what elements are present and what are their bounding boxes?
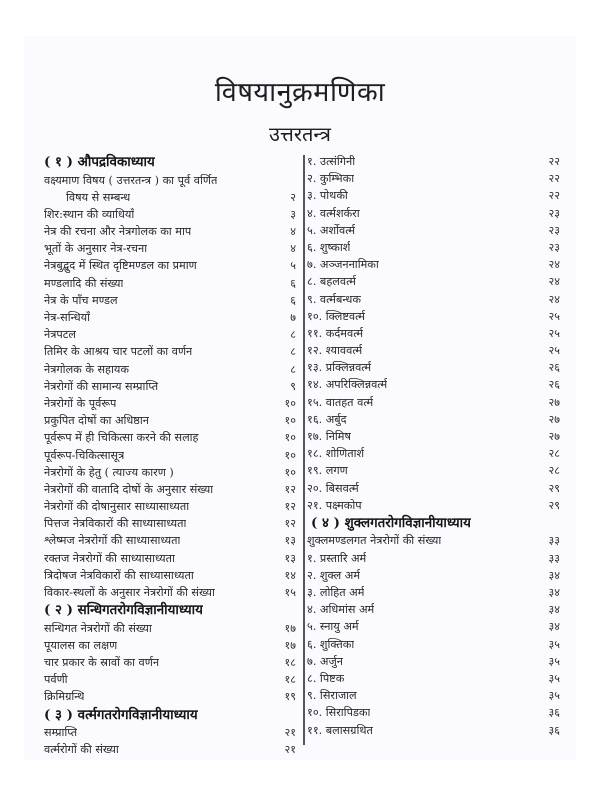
- toc-entry-title: प्रकुपित दोषों का अधिष्ठान: [44, 414, 149, 428]
- toc-entry: [44, 429, 298, 446]
- toc-entry: [307, 584, 562, 601]
- toc-entry: [307, 550, 562, 567]
- toc-entry: [307, 308, 562, 325]
- toc-entry-page-number: ३५: [548, 637, 560, 651]
- toc-entry: [307, 445, 562, 462]
- toc-entry: [44, 309, 298, 326]
- toc-entry: [44, 481, 298, 498]
- toc-entry-page-number: २८: [548, 447, 560, 461]
- column-divider: [303, 155, 305, 745]
- toc-entry-title: भूतों के अनुसार नेत्र-रचना: [44, 242, 148, 256]
- toc-entry-title: नेत्ररोगों के पूर्वरूप: [44, 396, 117, 410]
- toc-entry-title: विषय से सम्बन्ध: [66, 190, 131, 204]
- toc-entry-title: ७. अञ्जननामिका: [307, 258, 379, 272]
- toc-entry: [307, 239, 562, 256]
- toc-entry-title: पूर्वरूप में ही चिकित्सा करने की सलाह: [44, 431, 199, 445]
- toc-entry: [307, 394, 562, 411]
- toc-entry-page-number: २७: [548, 412, 560, 426]
- toc-entry: [44, 637, 298, 654]
- toc-entry-title: १. उत्संगिनी: [307, 155, 356, 168]
- toc-entry: [307, 376, 562, 393]
- toc-entry-title: ३. पोथकी: [307, 189, 348, 203]
- toc-entry: [44, 206, 298, 223]
- page-title: विषयानुक्रमणिका: [214, 77, 386, 108]
- toc-entry: [44, 532, 298, 549]
- toc-entry: [307, 462, 562, 479]
- toc-entry-title: विकार-स्थलों के अनुसार नेत्ररोगों की संख्या: [44, 586, 215, 599]
- toc-entry-page-number: ३४: [548, 586, 560, 599]
- toc-entry-page-number: ४: [290, 225, 296, 239]
- toc-entry-page-number: ३३: [548, 551, 560, 565]
- toc-entry-title: नेत्र की रचना और नेत्रगोलक का माप: [44, 225, 192, 239]
- toc-entry-title: ८. पिष्टक: [307, 671, 345, 685]
- chapter-heading: [44, 706, 298, 725]
- toc-entry-title: नेत्ररोगों की वातादि दोषों के अनुसार संख्या: [44, 482, 214, 496]
- toc-entry: [44, 326, 298, 343]
- toc-entry-page-number: ३५: [548, 654, 560, 668]
- toc-entry: [307, 153, 562, 170]
- toc-entry: [307, 653, 562, 670]
- toc-entry-title: २१. पक्ष्मकोप: [307, 498, 362, 512]
- toc-entry-title: १२. श्याववर्त्म: [307, 344, 363, 358]
- toc-entry-page-number: ३३: [548, 534, 560, 548]
- toc-entry-title: ७. अर्जुन: [307, 654, 343, 668]
- toc-entry-title: १६. अर्बुद: [307, 412, 347, 426]
- toc-entry-page-number: ८: [290, 328, 296, 342]
- toc-entry-title: १९. लगण: [307, 464, 348, 478]
- toc-entry-page-number: ६: [290, 276, 296, 290]
- chapter-heading: [307, 514, 562, 533]
- toc-entry: [44, 361, 298, 378]
- toc-entry-title: वर्त्मरोगों की संख्या: [44, 743, 119, 757]
- toc-entry-page-number: २१: [284, 726, 296, 740]
- toc-entry-title: शिर:स्थान की व्याधियाँ: [44, 207, 135, 221]
- toc-entry-title: ६. शुक्तिका: [307, 637, 355, 651]
- chapter-heading: [44, 153, 298, 172]
- toc-entry-page-number: ५: [290, 259, 296, 273]
- toc-entry: [44, 275, 298, 292]
- toc-entry-page-number: ३६: [548, 723, 560, 737]
- toc-entry-title: ( १ ) औपद्रविकाध्याय: [44, 154, 155, 170]
- toc-entry-page-number: ३५: [548, 671, 560, 685]
- toc-entry-title: २. कुम्भिका: [307, 172, 355, 186]
- toc-entry-title: क्रिमिग्रन्थि: [44, 690, 85, 704]
- toc-entry-page-number: २२: [548, 155, 560, 168]
- toc-entry: [307, 428, 562, 445]
- toc-right-column: [307, 153, 562, 739]
- section-subtitle: उत्तरतन्त्र: [269, 122, 331, 146]
- toc-entry: [307, 342, 562, 359]
- toc-entry: [44, 688, 298, 705]
- toc-entry-page-number: १०: [284, 448, 296, 462]
- toc-entry-page-number: २५: [548, 344, 560, 358]
- toc-entry-page-number: २५: [548, 309, 560, 323]
- toc-entry-title: ९. वर्त्मबन्धक: [307, 292, 361, 306]
- toc-entry-page-number: ४: [290, 242, 296, 256]
- toc-entry-title: ६. शुष्कार्श: [307, 240, 351, 254]
- toc-entry-page-number: २: [290, 190, 296, 204]
- toc-entry-page-number: १२: [284, 517, 296, 531]
- toc-entry: [307, 480, 562, 497]
- toc-entry-page-number: १८: [284, 673, 296, 687]
- toc-entry-page-number: ६: [290, 293, 296, 307]
- toc-entry: [307, 359, 562, 376]
- toc-entry-title: पर्वणी: [44, 673, 68, 687]
- toc-entry: [307, 291, 562, 308]
- toc-entry-page-number: १४: [284, 568, 296, 582]
- toc-entry-title: १०. क्लिष्टवर्त्म: [307, 309, 365, 323]
- toc-entry: [44, 620, 298, 637]
- toc-entry: [44, 189, 298, 206]
- toc-entry: [307, 722, 562, 739]
- toc-entry-title: सम्प्राप्ति: [44, 726, 78, 740]
- toc-entry-title: ११. बलासग्रथित: [307, 723, 373, 737]
- toc-entry: [44, 567, 298, 584]
- toc-entry: [307, 205, 562, 222]
- toc-entry-title: नेत्ररोगों की सामान्य सम्प्राप्ति: [44, 379, 159, 393]
- toc-entry-title: रक्तज नेत्ररोगों की साध्यासाध्यता: [44, 551, 175, 565]
- toc-entry-title: १४. अपरिक्लिन्नवर्त्म: [307, 378, 388, 392]
- toc-entry: [44, 343, 298, 360]
- toc-entry-page-number: २२: [548, 172, 560, 186]
- toc-entry: [44, 172, 298, 189]
- toc-entry: [307, 532, 562, 549]
- toc-entry: [44, 584, 298, 601]
- toc-entry: [307, 256, 562, 273]
- toc-entry: [44, 257, 298, 274]
- toc-entry-title: मण्डलादि की संख्या: [44, 276, 124, 290]
- toc-entry-title: त्रिदोषज नेत्रविकारों की साध्यासाध्यता: [44, 568, 194, 582]
- toc-entry-title: ११. कर्दमवर्त्म: [307, 326, 364, 340]
- toc-entry-title: १०. सिरापिडका: [307, 706, 371, 720]
- toc-entry-page-number: ३४: [548, 620, 560, 634]
- toc-entry: [44, 724, 298, 741]
- toc-entry-title: श्लेष्मज नेत्ररोगों की साध्यासाध्यता: [44, 534, 181, 548]
- toc-entry: [44, 671, 298, 688]
- toc-entry: [44, 378, 298, 395]
- toc-entry-title: वक्ष्यमाण विषय ( उत्तरतन्त्र ) का पूर्व वर्णित: [44, 173, 218, 187]
- toc-entry: [44, 464, 298, 481]
- toc-entry-page-number: ३: [290, 207, 296, 221]
- toc-entry-page-number: २८: [548, 464, 560, 478]
- toc-entry: [307, 170, 562, 187]
- toc-entry-page-number: २३: [548, 223, 560, 237]
- toc-entry-page-number: ३४: [548, 603, 560, 617]
- toc-entry-page-number: १०: [284, 465, 296, 479]
- toc-entry: [44, 515, 298, 532]
- toc-entry-title: ५. स्नायु अर्म: [307, 620, 359, 634]
- toc-entry: [44, 240, 298, 257]
- toc-entry: [307, 497, 562, 514]
- toc-entry-title: ४. अधिमांस अर्म: [307, 603, 375, 617]
- toc-entry-title: चार प्रकार के स्रावों का वर्णन: [44, 656, 160, 670]
- toc-left-column: [44, 153, 298, 759]
- toc-entry: [44, 741, 298, 758]
- toc-entry-title: १७. निमिष: [307, 430, 351, 443]
- toc-entry-page-number: २३: [548, 206, 560, 220]
- toc-entry-page-number: २४: [548, 275, 560, 289]
- toc-entry: [307, 670, 562, 687]
- toc-entry-page-number: १२: [284, 482, 296, 496]
- toc-entry: [307, 273, 562, 290]
- toc-entry: [307, 567, 562, 584]
- toc-entry-page-number: २२: [548, 189, 560, 203]
- toc-entry: [307, 601, 562, 618]
- toc-entry-page-number: २४: [548, 258, 560, 272]
- toc-entry-title: २०. बिसवर्त्म: [307, 481, 359, 495]
- toc-entry-title: ९. सिराजाल: [307, 689, 357, 703]
- toc-entry-title: नेत्ररोगों के हेतु ( त्याज्य कारण ): [44, 465, 174, 479]
- toc-entry-page-number: २५: [548, 326, 560, 340]
- toc-entry-title: पूर्वरूप-चिकित्सासूत्र: [44, 448, 125, 462]
- toc-entry: [44, 654, 298, 671]
- book-page: [24, 36, 576, 760]
- toc-entry-title: पूयालस का लक्षण: [44, 638, 118, 652]
- toc-entry-title: सन्धिगत नेत्ररोगों की संख्या: [44, 621, 152, 635]
- toc-entry: [307, 618, 562, 635]
- toc-entry: [44, 412, 298, 429]
- toc-entry-title: नेत्रबुद्बुद में स्थित दृष्टिमण्डल का प्रमाण: [44, 259, 197, 273]
- toc-entry-page-number: १८: [284, 656, 296, 670]
- toc-entry-title: ५. अर्शोवर्त्म: [307, 223, 356, 237]
- toc-entry: [307, 704, 562, 721]
- toc-entry-page-number: १०: [284, 396, 296, 410]
- toc-entry-page-number: ७: [290, 311, 296, 324]
- toc-entry: [307, 187, 562, 204]
- toc-entry-page-number: ३४: [548, 568, 560, 582]
- toc-entry-page-number: २७: [548, 430, 560, 443]
- toc-entry-title: १८. शोणितार्श: [307, 447, 365, 461]
- toc-entry-title: शुक्लमण्डलगत नेत्ररोगों की संख्या: [307, 534, 442, 548]
- toc-entry: [44, 292, 298, 309]
- toc-entry-title: नेत्रगोलक के सहायक: [44, 362, 129, 376]
- toc-entry-page-number: २४: [548, 292, 560, 306]
- toc-entry: [44, 395, 298, 412]
- toc-entry: [44, 223, 298, 240]
- toc-entry: [307, 411, 562, 428]
- toc-entry-title: १. प्रस्तारि अर्म: [307, 551, 367, 565]
- chapter-heading: [44, 601, 298, 620]
- toc-entry: [307, 222, 562, 239]
- toc-entry: [44, 550, 298, 567]
- toc-entry-title: २. शुक्ल अर्म: [307, 568, 361, 582]
- toc-entry-page-number: ८: [290, 362, 296, 376]
- toc-entry-page-number: १०: [284, 431, 296, 445]
- toc-entry-page-number: १३: [284, 534, 296, 548]
- toc-entry-page-number: २३: [548, 240, 560, 254]
- toc-entry-page-number: २६: [548, 378, 560, 392]
- toc-entry-page-number: १७: [284, 638, 296, 652]
- toc-entry-page-number: १३: [284, 551, 296, 565]
- toc-entry-page-number: २९: [548, 498, 560, 512]
- toc-entry-title: नेत्र-सन्धियाँ: [44, 311, 90, 324]
- toc-entry-page-number: ८: [290, 345, 296, 359]
- toc-entry-title: नेत्रपटल: [44, 328, 76, 342]
- toc-entry-title: ( ४ ) शुक्लगतरोगविज्ञानीयाध्याय: [311, 514, 471, 531]
- toc-entry-title: तिमिर के आश्रय चार पटलों का वर्णन: [44, 345, 193, 359]
- toc-entry-page-number: १५: [284, 586, 296, 599]
- toc-entry-page-number: ३५: [548, 689, 560, 703]
- toc-entry-title: पित्तज नेत्रविकारों की साध्यासाध्यता: [44, 517, 187, 531]
- toc-entry-title: नेत्ररोगों की दोषानुसार साध्यासाध्यता: [44, 500, 190, 514]
- toc-entry-page-number: १९: [284, 690, 296, 704]
- toc-entry-page-number: ३६: [548, 706, 560, 720]
- toc-entry-page-number: २७: [548, 395, 560, 409]
- toc-entry-page-number: १७: [284, 621, 296, 635]
- toc-entry-page-number: २९: [548, 481, 560, 495]
- toc-entry-title: ( ३ ) वर्त्मगतरोगविज्ञानीयाध्याय: [44, 706, 198, 723]
- toc-entry: [44, 498, 298, 515]
- toc-entry-page-number: १०: [284, 414, 296, 428]
- toc-entry: [307, 325, 562, 342]
- toc-entry-title: ४. वर्त्मशर्करा: [307, 206, 360, 220]
- toc-entry: [44, 447, 298, 464]
- toc-entry-title: १५. वातहत वर्त्म: [307, 395, 374, 409]
- toc-entry-page-number: १२: [284, 500, 296, 514]
- toc-entry: [307, 636, 562, 653]
- toc-entry: [307, 687, 562, 704]
- toc-entry-page-number: २६: [548, 361, 560, 375]
- toc-entry-page-number: २१: [284, 743, 296, 757]
- toc-entry-title: ३. लोहित अर्म: [307, 586, 365, 599]
- toc-entry-title: १३. प्रक्लिन्नवर्त्म: [307, 361, 372, 375]
- toc-entry-title: ८. बहलवर्त्म: [307, 275, 356, 289]
- toc-entry-page-number: ९: [290, 379, 296, 393]
- toc-entry-title: ( २ ) सन्धिगतरोगविज्ञानीयाध्याय: [44, 602, 203, 619]
- toc-entry-title: नेत्र के पाँच मण्डल: [44, 293, 118, 307]
